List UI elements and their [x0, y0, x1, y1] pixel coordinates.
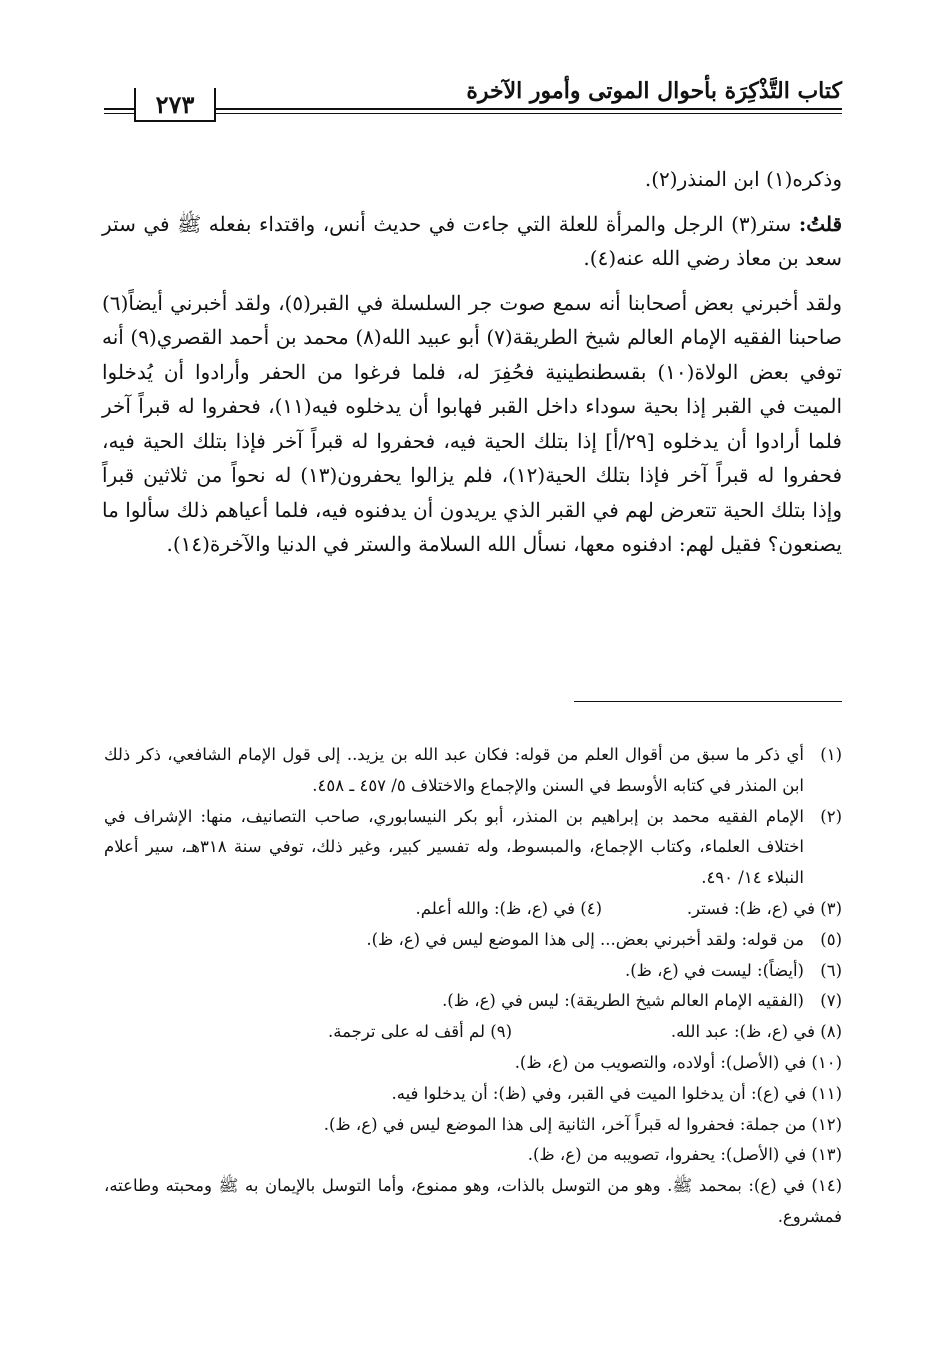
footnote-7	[104, 986, 842, 1017]
paragraph-2	[102, 207, 842, 276]
footnote-13: (١٣) في (الأصل): يحفروا، تصويبه من (ع، ظ).	[527, 1145, 842, 1165]
qultu-lead: قلتُ:	[798, 211, 843, 236]
footnote-text: لم أقف له على ترجمة.	[328, 1022, 485, 1042]
footnote-8	[671, 1017, 842, 1048]
footnote-number: (٤)	[580, 898, 602, 918]
footnote-number: (٨)	[820, 1022, 842, 1042]
footnote-11: (١١) في (ع): أن يدخلوا الميت في القبر، وفي (ظ): أن يدخلوا فيه.	[391, 1083, 842, 1103]
footnote-1	[104, 740, 842, 802]
footnote-number: (١)	[820, 745, 842, 764]
footnote-text: في (ع، ظ): والله أعلم.	[415, 898, 575, 918]
paragraph-2-text: ستر(٣) الرجل والمرأة للعلة التي جاءت في حديث أنس، واقتداء بفعله ﷺ في ستر سعد بن معاذ رضي الله عنه(٤).	[102, 211, 842, 270]
footnote-text: في (ع، ظ): فستر.	[686, 898, 815, 918]
footnote-8-9	[104, 1017, 842, 1048]
footnote-4	[416, 894, 603, 925]
footnote-12: (١٢) من جملة: فحفروا له قبراً آخر، الثانية إلى هذا الموضع ليس في (ع، ظ).	[323, 1114, 842, 1134]
header-rule-thin	[214, 113, 842, 114]
footnote-9	[328, 1017, 512, 1048]
footnote-text: (أيضاً): ليست في (ع، ظ).	[624, 960, 804, 980]
footnote-number: (٦)	[820, 960, 842, 980]
footnote-text: أي ذكر ما سبق من أقوال العلم من قوله: فكان عبد الله بن يزيد.. إلى قول الإمام الشافعي، ذكر ذلك ابن المنذر في كتابه الأوسط في السنن والإجماع والاختلاف ٥/ ٤٥٧ ـ ٤٥٨.	[104, 745, 804, 795]
footnote-5	[104, 925, 842, 956]
paragraph-1: وذكره(١) ابن المنذر(٢).	[644, 167, 842, 191]
footnotes	[104, 740, 842, 1233]
footnote-number: (٢)	[820, 806, 842, 826]
footnote-number: (٧)	[820, 991, 842, 1011]
running-header	[104, 78, 842, 126]
page-number: ٢٧٣	[134, 88, 216, 122]
footnote-10: (١٠) في (الأصل): أولاده، والتصويب من (ع، ظ).	[514, 1052, 842, 1072]
footnote-3-4	[104, 894, 842, 925]
footnote-text: (الفقيه الإمام العالم شيخ الطريقة): ليس في (ع، ظ).	[442, 991, 804, 1011]
header-rule-left	[104, 108, 134, 110]
footnote-text: الإمام الفقيه محمد بن إبراهيم بن المنذر، أبو بكر النيسابوري، صاحب التصانيف، منها: الإشراف في اختلاف العلماء، وكتاب الإجماع، والمبسوط، وله تفسير كبير، وغير ذلك، توفي سنة ٣١٨هـ، سير أعلام النبلاء ١٤/ ٤٩٠.	[104, 806, 805, 888]
header-rule	[214, 108, 842, 110]
footnote-6	[104, 956, 842, 987]
footnote-separator	[574, 701, 842, 702]
paragraph-3: ولقد أخبرني بعض أصحابنا أنه سمع صوت جر السلسلة في القبر(٥)، ولقد أخبرني أيضاً(٦) صاحبنا الفقيه الإمام العالم شيخ الطريقة(٧) أبو عبيد الله(٨) محمد بن أحمد القصري(٩) أنه توفي بعض الولاة(١٠) بقسطنطينية فحُفِرَ له، فلما فرغوا من الحفر وأرادوا أن يُدخلوا الميت في القبر إذا بحية سوداء داخل القبر فهابوا أن يدخلوه فيه(١١)، فحفروا له قبراً آخر فلما أرادوا أن يدخلوه [٢٩/أ] إذا بتلك الحية فيه، فحفروا له قبراً آخر فإذا بتلك الحية فيه، فحفروا له قبراً آخر فإذا بتلك الحية(١٢)، فلم يزالوا يحفرون(١٣) له نحواً من ثلاثين قبراً وإذا بتلك الحية تتعرض لهم في القبر الذي يريدون أن يدفنوه فيه، فلما أعياهم ذلك سألوا ما يصنعون؟ فقيل لهم: ادفنوه معها، نسأل الله السلامة والستر في الدنيا والآخرة(١٤).	[102, 290, 842, 556]
footnote-number: (٥)	[820, 929, 842, 949]
footnote-number: (٩)	[490, 1022, 512, 1042]
footnote-number: (٣)	[820, 898, 842, 918]
main-text	[102, 162, 842, 572]
footnote-text: في (ع، ظ): عبد الله.	[670, 1022, 815, 1042]
footnote-2	[104, 802, 842, 894]
footnote-3	[687, 894, 842, 925]
footnote-text: من قوله: ولقد أخبرني بعض... إلى هذا الموضع ليس في (ع، ظ).	[366, 929, 804, 949]
footnote-14: (١٤) في (ع): بمحمد ﷺ. وهو من التوسل بالذات، وهو ممنوع، وأما التوسل بالإيمان به ﷺ ومحبته وطاعته، فمشروع.	[104, 1176, 842, 1226]
running-title: كتاب التَّذْكِرَة بأحوال الموتى وأمور الآخرة	[466, 78, 842, 104]
header-rule-left-thin	[104, 113, 134, 114]
